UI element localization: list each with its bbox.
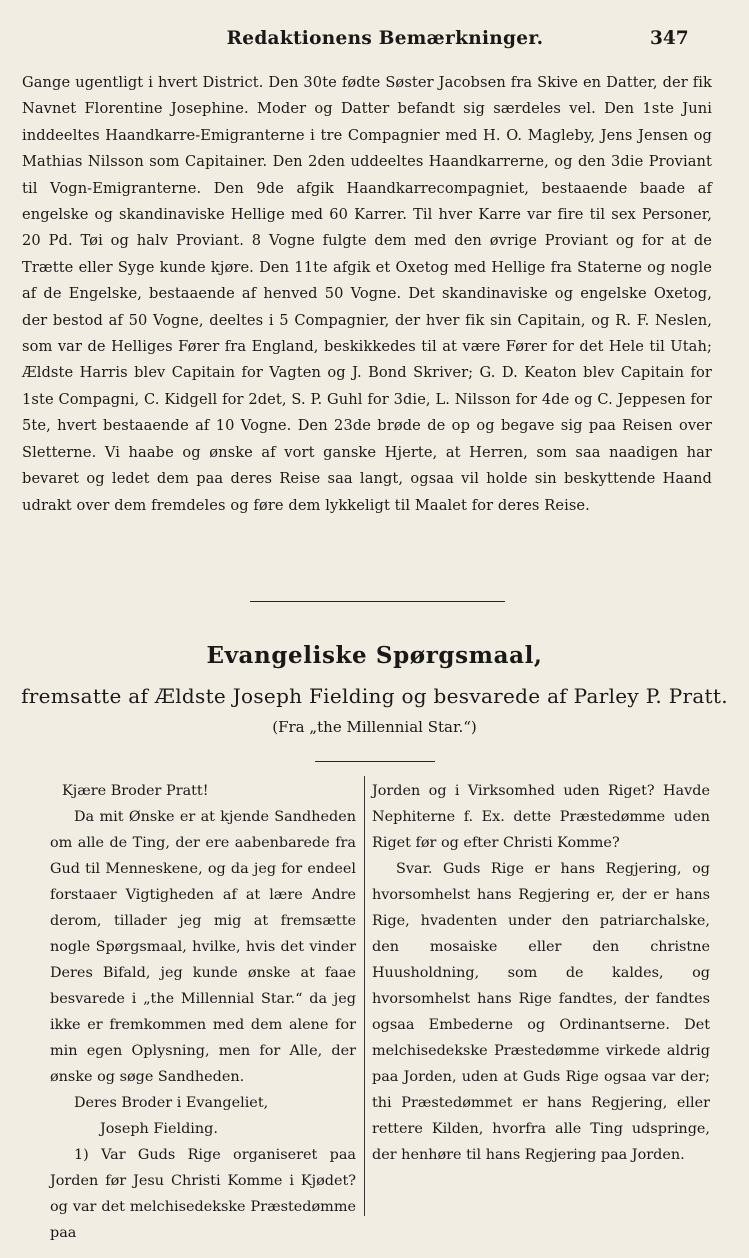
intro-paragraph: Gange ugentligt i hvert District. Den 30te fødte Søster Jacobsen fra Skive en Datter, der fik Navnet Florentine Josephine. Moder og Datter befandt sig særdeles vel. Den 1ste Juni inddeeltes Haandkarre-Emigranterne i tre Compagnier med H. O. Magleby, Jens Jensen og Mathias Nilsson som Capitainer. Den 2den uddeeltes Haandkarrerne, og den 3die Proviant til Vogn-Emigranterne. Den 9de afgik Haandkarrecompagniet, bestaaende baade af engelske og skandinaviske Hellige med 60 Karrer. Til hver Karre var fire til sex Personer, 20 Pd. Tøi og halv Proviant. 8 Vogne fulgte dem med den øvrige Proviant og for at de Trætte eller Syge kunde kjøre. Den 11te afgik et Oxetog med Hellige fra Staterne og nogle af de Engelske, bestaaende af henved 50 Vogne. Det skandinaviske og engelske Oxetog, der bestod af 50 Vogne, deeltes i 5 Compagnier, der hver fik sin Capitain, og R. F. Neslen, som var de Helliges Fører fra England, beskikkedes til at være Fører for det Hele til Utah; Ældste Harris blev Capitain for Vagten og J. Bond Skriver; G. D. Keaton blev Capitain for 1ste Compagni, C. Kidgell for 2det, S. P. Guhl for 3die, L. Nilsson for 4de og C. Jeppesen for 5te, hvert bestaaende af 10 Vogne. Den 23de brøde de op og begave sig paa Reisen over Sletterne. Vi haabe og ønske af vort ganske Hjerte, at Herren, som saa naadigen har bevaret og ledet dem paa deres Reise saa langt, ogsaa vil holde sin beskyttende Haand udrakt over dem fremdeles og føre dem lykkeligt til Maalet for deres Reise. [22, 74, 712, 514]
page-number: 347 [650, 28, 689, 49]
title-underline-rule [315, 761, 435, 762]
right-column [372, 778, 710, 1168]
page-header [0, 28, 749, 58]
letter-signature: Joseph Fielding. [100, 1121, 218, 1137]
section-source: (Fra „the Millennial Star.“) [272, 718, 477, 736]
section-subtitle: fremsatte af Ældste Joseph Fielding og besvarede af Parley P. Pratt. [21, 684, 728, 708]
letter-salutation: Kjære Broder Pratt! [62, 783, 209, 799]
section-title: Evangeliske Spørgsmaal, [206, 642, 543, 669]
column-divider [364, 776, 365, 1216]
running-title: Redaktionens Bemærkninger. [226, 28, 544, 49]
left-column [50, 778, 356, 1246]
answer-paragraph: Svar. Guds Rige er hans Regjering, og hvorsomhelst hans Regjering er, der er hans Rige, hvadenten under den patriarchalske, den mosaiske eller den christne Huusholdning, som de kaldes, og hvorsomhelst hans Rige fandtes, der fandtes ogsaa Embederne og Ordinantserne. Det melchisedekske Præstedømme virkede aldrig paa Jorden, uden at Guds Rige ogsaa var der; thi Præstedømmet er hans Regjering, eller rettere Kilden, hvorfra alle Ting udspringe, der henhøre til hans Regjering paa Jorden. [372, 861, 710, 1163]
letter-closing: Deres Broder i Evangeliet, [74, 1095, 269, 1111]
letter-body: Da mit Ønske er at kjende Sandheden om alle de Ting, der ere aabenbarede fra Gud til Menneskene, og da jeg for endeel forstaaer Vigtigheden af at lære Andre derom, tillader jeg mig at fremsætte nogle Spørgsmaal, hvilke, hvis det vinder Deres Bifald, jeg kunde ønske at faae besvarede i „the Millennial Star.“ da jeg ikke er fremkommen med dem alene for min egen Oplysning, men for Alle, der ønske og søge Sandheden. [50, 809, 356, 1085]
question-1-end: Jorden og i Virksomhed uden Riget? Havde Nephiterne f. Ex. dette Præstedømme uden Riget før og efter Christi Komme? [372, 783, 710, 851]
question-1-start: 1) Var Guds Rige organiseret paa Jorden før Jesu Christi Komme i Kjødet? og var det melchisedekske Præstedømme paa [50, 1147, 356, 1241]
section-divider-rule [250, 601, 505, 602]
intro-text-block [22, 70, 712, 519]
